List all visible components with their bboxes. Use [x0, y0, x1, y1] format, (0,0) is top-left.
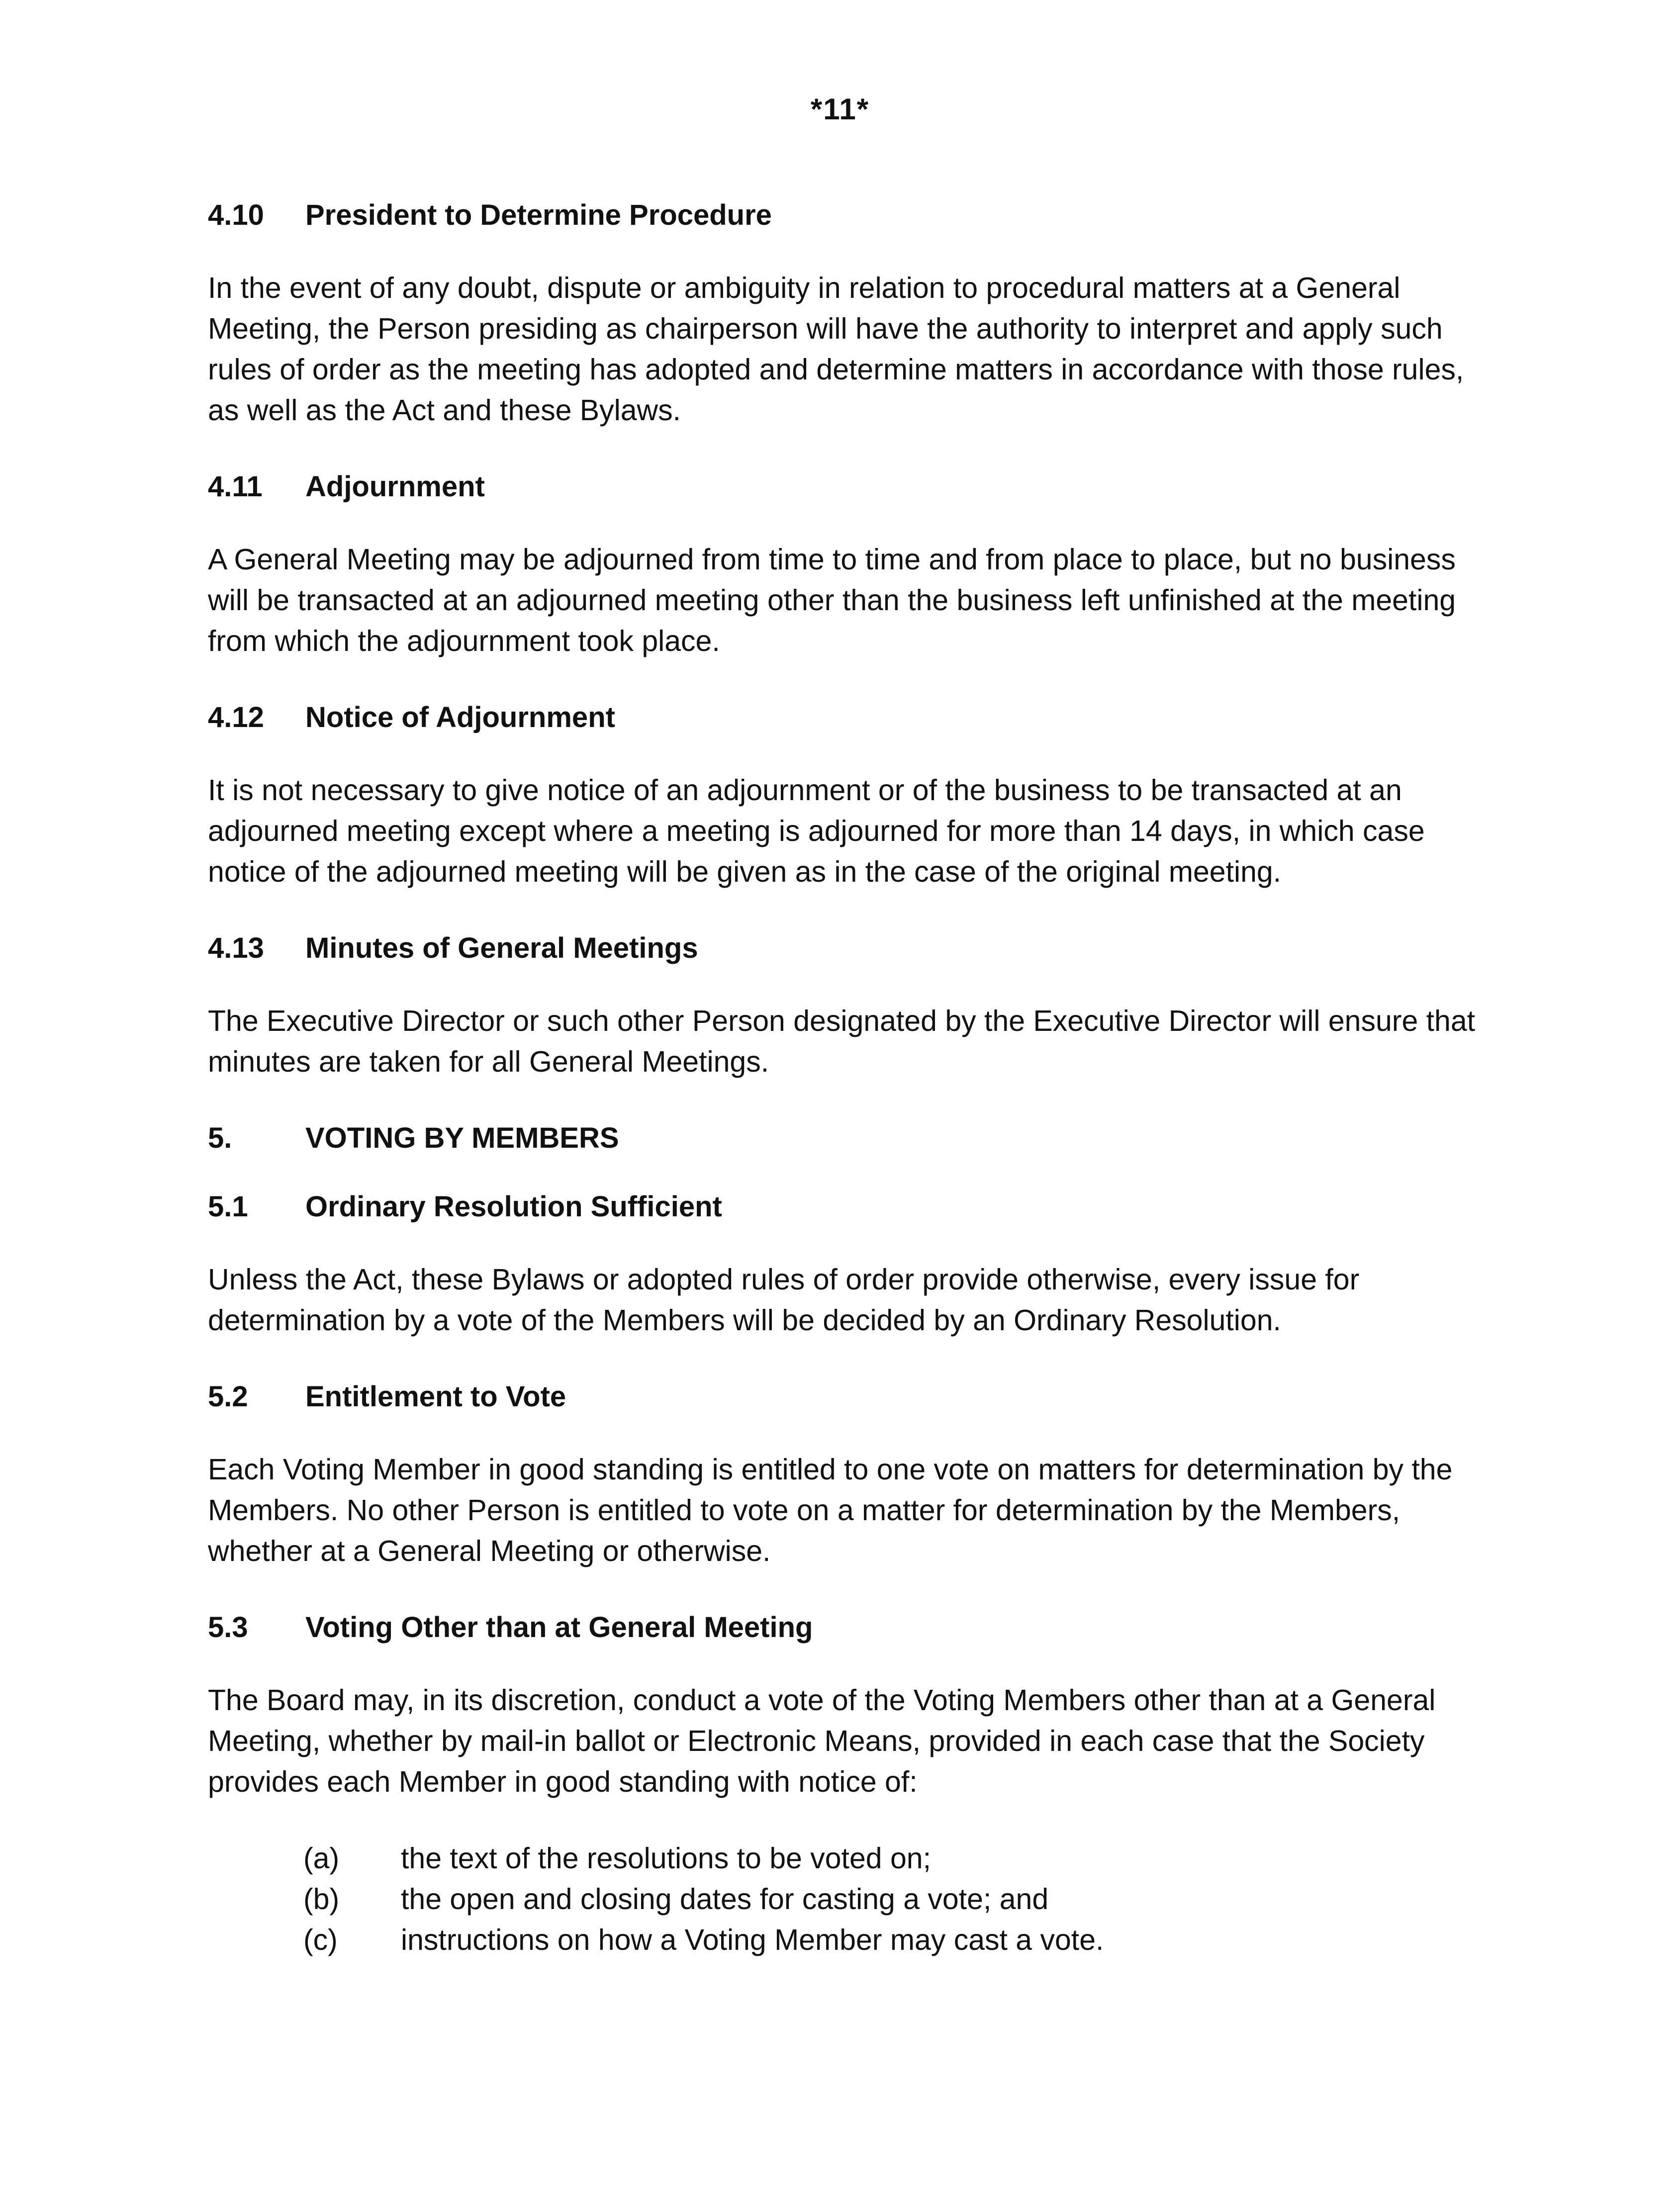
- section-heading-4-11: [208, 466, 1496, 507]
- section-number: 5.: [208, 1122, 232, 1154]
- section-number: 5.3: [208, 1611, 248, 1644]
- document-body: [208, 195, 1496, 1960]
- list-marker: (c): [303, 1923, 338, 1956]
- section-body-5-1: Unless the Act, these Bylaws or adopted rules of order provide otherwise, every issue for determination by a vote of the Members will be decided by an Ordinary Resolution.: [208, 1263, 1360, 1337]
- list-item-text: instructions on how a Voting Member may cast a vote.: [401, 1923, 1104, 1956]
- section-number: 4.12: [208, 701, 264, 733]
- list-item-text: the text of the resolutions to be voted on;: [401, 1842, 931, 1875]
- section-number: 4.10: [208, 199, 264, 231]
- list-item: [208, 1919, 1496, 1960]
- section-heading-5-3: [208, 1607, 1496, 1648]
- section-title: Minutes of General Meetings: [305, 932, 698, 964]
- section-heading-5: [208, 1118, 1496, 1159]
- notice-requirements-list: [208, 1838, 1496, 1960]
- page-number: *11*: [810, 92, 870, 126]
- list-item: [208, 1879, 1496, 1919]
- list-item: [208, 1838, 1496, 1879]
- section-body-4-13: The Executive Director or such other Person designated by the Executive Director will ensure that minutes are taken for all General Meetings.: [208, 1005, 1476, 1078]
- section-title: Adjournment: [305, 470, 485, 503]
- section-title: VOTING BY MEMBERS: [305, 1122, 619, 1154]
- section-heading-5-1: [208, 1187, 1496, 1227]
- list-marker: (b): [303, 1883, 340, 1916]
- section-body-4-10: In the event of any doubt, dispute or ambiguity in relation to procedural matters at a General Meeting, the Person presiding as chairperson will have the authority to interpret and apply such rules of order as the meeting has adopted and determine matters in accordance with those rules, as well as the Act and these Bylaws.: [208, 272, 1464, 427]
- section-title: Ordinary Resolution Sufficient: [305, 1190, 722, 1223]
- section-heading-5-2: [208, 1376, 1496, 1417]
- section-title: Voting Other than at General Meeting: [305, 1611, 813, 1644]
- section-title: Entitlement to Vote: [305, 1380, 566, 1413]
- section-heading-4-13: [208, 928, 1496, 969]
- section-heading-4-12: [208, 697, 1496, 738]
- section-body-4-12: It is not necessary to give notice of an adjournment or of the business to be transacted at an adjourned meeting except where a meeting is adjourned for more than 14 days, in which case notice of the adjourned meeting will be given as in the case of the original meeting.: [208, 774, 1425, 888]
- section-title: Notice of Adjournment: [305, 701, 615, 733]
- section-number: 5.1: [208, 1190, 248, 1223]
- section-title: President to Determine Procedure: [305, 199, 772, 231]
- section-body-5-2: Each Voting Member in good standing is entitled to one vote on matters for determination by the Members. No other Person is entitled to vote on a matter for determination by the Members, whether at a General Meeting or otherwise.: [208, 1453, 1453, 1567]
- section-number: 4.11: [208, 470, 263, 503]
- section-body-4-11: A General Meeting may be adjourned from time to time and from place to place, but no business will be transacted at an adjourned meeting other than the business left unfinished at the meeting from which the adjournment took place.: [208, 543, 1456, 657]
- list-marker: (a): [303, 1842, 340, 1875]
- list-item-text: the open and closing dates for casting a vote; and: [401, 1883, 1049, 1916]
- section-number: 4.13: [208, 932, 264, 964]
- section-body-5-3: The Board may, in its discretion, conduct a vote of the Voting Members other than at a General Meeting, whether by mail-in ballot or Electronic Means, provided in each case that the Society provides each Member in good standing with notice of:: [208, 1684, 1436, 1798]
- section-heading-4-10: [208, 195, 1496, 236]
- section-number: 5.2: [208, 1380, 248, 1413]
